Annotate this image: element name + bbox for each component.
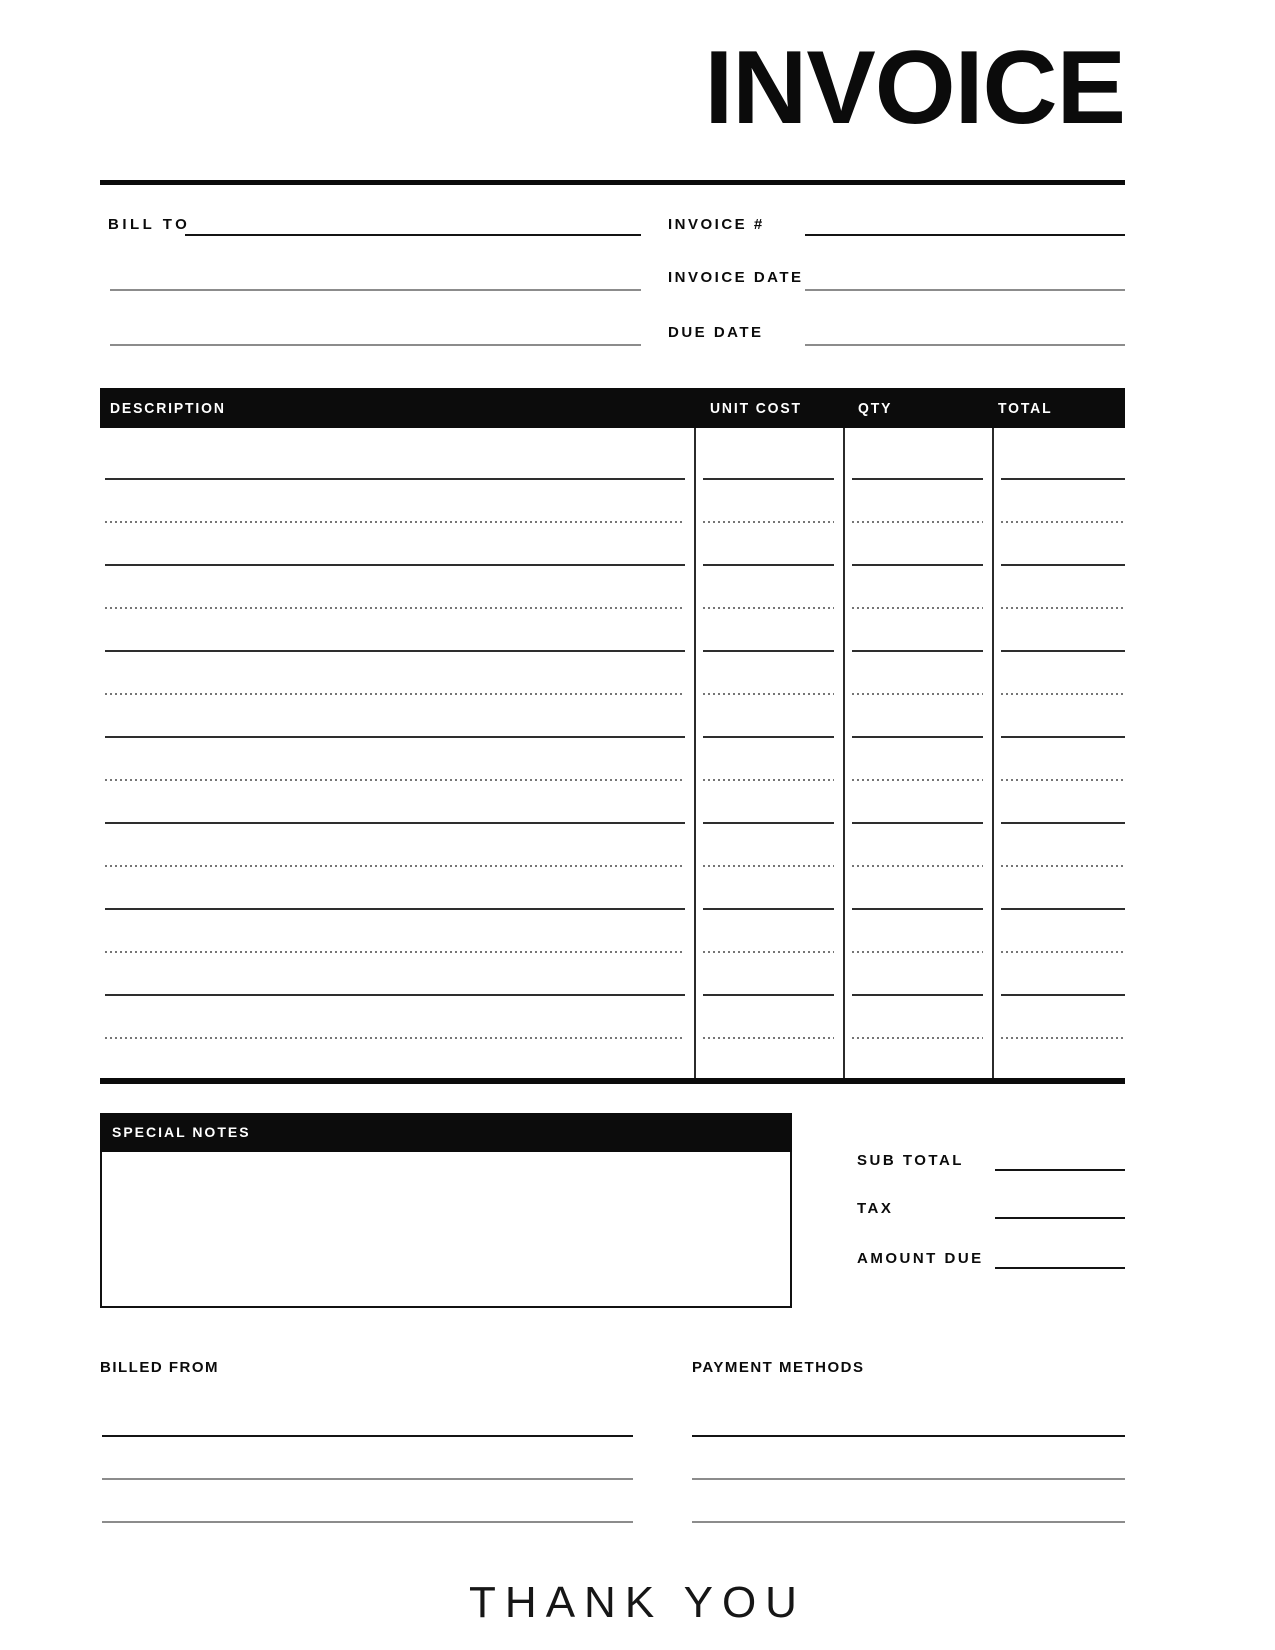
amount-due-input-line[interactable] <box>995 1267 1125 1269</box>
item-row-5-unit-cost-underline-dashed[interactable] <box>703 865 834 867</box>
item-row-2-description-underline-dashed[interactable] <box>105 607 685 609</box>
item-row-5-qty-underline[interactable] <box>852 822 983 824</box>
invoice-number-label: INVOICE # <box>668 216 765 233</box>
item-row-1-unit-cost-underline-dashed[interactable] <box>703 521 834 523</box>
item-row-1-qty-underline-dashed[interactable] <box>852 521 983 523</box>
item-row-4-unit-cost-underline-dashed[interactable] <box>703 779 834 781</box>
item-row-3-unit-cost-underline-dashed[interactable] <box>703 693 834 695</box>
sub-total-label: SUB TOTAL <box>857 1152 964 1169</box>
title-divider-rule <box>100 180 1125 185</box>
item-row-2-unit-cost-underline-dashed[interactable] <box>703 607 834 609</box>
item-row-2-qty-underline[interactable] <box>852 564 983 566</box>
billed-from-label: BILLED FROM <box>100 1359 219 1376</box>
item-row-3-qty-underline-dashed[interactable] <box>852 693 983 695</box>
billed-from-input-line-1[interactable] <box>102 1435 633 1437</box>
item-row-7-description-underline[interactable] <box>105 994 685 996</box>
item-row-1-description-underline[interactable] <box>105 478 685 480</box>
item-row-3-description-underline-dashed[interactable] <box>105 693 685 695</box>
special-notes-header <box>100 1113 792 1152</box>
item-row-7-total-underline-dashed[interactable] <box>1001 1037 1125 1039</box>
column-divider-2 <box>843 428 845 1080</box>
item-row-2-total-underline-dashed[interactable] <box>1001 607 1125 609</box>
item-row-2-unit-cost-underline[interactable] <box>703 564 834 566</box>
invoice-number-input-line[interactable] <box>805 234 1125 236</box>
item-row-2-qty-underline-dashed[interactable] <box>852 607 983 609</box>
items-table-body <box>100 428 1125 1080</box>
item-row-6-qty-underline-dashed[interactable] <box>852 951 983 953</box>
item-row-7-description-underline-dashed[interactable] <box>105 1037 685 1039</box>
item-row-6-description-underline[interactable] <box>105 908 685 910</box>
payment-methods-input-line-3[interactable] <box>692 1521 1125 1523</box>
item-row-4-unit-cost-underline[interactable] <box>703 736 834 738</box>
payment-methods-label: PAYMENT METHODS <box>692 1359 865 1376</box>
item-row-6-unit-cost-underline-dashed[interactable] <box>703 951 834 953</box>
item-row-7-unit-cost-underline-dashed[interactable] <box>703 1037 834 1039</box>
item-row-4-total-underline-dashed[interactable] <box>1001 779 1125 781</box>
item-row-7-unit-cost-underline[interactable] <box>703 994 834 996</box>
payment-methods-input-line-1[interactable] <box>692 1435 1125 1437</box>
sub-total-input-line[interactable] <box>995 1169 1125 1171</box>
item-row-7-total-underline[interactable] <box>1001 994 1125 996</box>
item-row-2-total-underline[interactable] <box>1001 564 1125 566</box>
item-row-5-unit-cost-underline[interactable] <box>703 822 834 824</box>
due-date-input-line[interactable] <box>805 344 1125 346</box>
column-header-unit-cost: UNIT COST <box>710 400 802 417</box>
billed-from-input-line-3[interactable] <box>102 1521 633 1523</box>
item-row-1-unit-cost-underline[interactable] <box>703 478 834 480</box>
item-row-3-total-underline[interactable] <box>1001 650 1125 652</box>
item-row-2-description-underline[interactable] <box>105 564 685 566</box>
due-date-label: DUE DATE <box>668 324 764 341</box>
thank-you-text: THANK YOU <box>469 1578 806 1627</box>
item-row-5-total-underline[interactable] <box>1001 822 1125 824</box>
item-row-5-qty-underline-dashed[interactable] <box>852 865 983 867</box>
billed-from-input-line-2[interactable] <box>102 1478 633 1480</box>
items-table-bottom-rule <box>100 1078 1125 1084</box>
tax-label: TAX <box>857 1200 894 1217</box>
item-row-5-total-underline-dashed[interactable] <box>1001 865 1125 867</box>
column-header-qty: QTY <box>858 400 893 417</box>
page-title: INVOICE <box>704 30 1125 146</box>
item-row-3-description-underline[interactable] <box>105 650 685 652</box>
item-row-6-description-underline-dashed[interactable] <box>105 951 685 953</box>
special-notes-label: SPECIAL NOTES <box>112 1124 251 1140</box>
invoice-date-label: INVOICE DATE <box>668 269 804 286</box>
item-row-1-total-underline-dashed[interactable] <box>1001 521 1125 523</box>
column-header-total: TOTAL <box>998 400 1053 417</box>
item-row-1-total-underline[interactable] <box>1001 478 1125 480</box>
item-row-6-total-underline[interactable] <box>1001 908 1125 910</box>
item-row-5-description-underline-dashed[interactable] <box>105 865 685 867</box>
amount-due-label: AMOUNT DUE <box>857 1250 984 1267</box>
bill-to-input-line-2[interactable] <box>110 289 641 291</box>
items-table-header <box>100 388 1125 428</box>
payment-methods-input-line-2[interactable] <box>692 1478 1125 1480</box>
special-notes-input-area[interactable] <box>104 1154 788 1304</box>
item-row-5-description-underline[interactable] <box>105 822 685 824</box>
item-row-7-qty-underline-dashed[interactable] <box>852 1037 983 1039</box>
item-row-3-unit-cost-underline[interactable] <box>703 650 834 652</box>
item-row-6-unit-cost-underline[interactable] <box>703 908 834 910</box>
item-row-3-total-underline-dashed[interactable] <box>1001 693 1125 695</box>
invoice-date-input-line[interactable] <box>805 289 1125 291</box>
item-row-7-qty-underline[interactable] <box>852 994 983 996</box>
item-row-1-qty-underline[interactable] <box>852 478 983 480</box>
item-row-6-total-underline-dashed[interactable] <box>1001 951 1125 953</box>
bill-to-input-line-3[interactable] <box>110 344 641 346</box>
item-row-1-description-underline-dashed[interactable] <box>105 521 685 523</box>
column-divider-1 <box>694 428 696 1080</box>
item-row-4-description-underline-dashed[interactable] <box>105 779 685 781</box>
bill-to-input-line-1[interactable] <box>185 234 641 236</box>
item-row-6-qty-underline[interactable] <box>852 908 983 910</box>
special-notes-box <box>100 1113 792 1308</box>
column-header-description: DESCRIPTION <box>110 400 226 417</box>
tax-input-line[interactable] <box>995 1217 1125 1219</box>
item-row-3-qty-underline[interactable] <box>852 650 983 652</box>
item-row-4-description-underline[interactable] <box>105 736 685 738</box>
item-row-4-total-underline[interactable] <box>1001 736 1125 738</box>
item-row-4-qty-underline-dashed[interactable] <box>852 779 983 781</box>
bill-to-label: BILL TO <box>108 216 191 233</box>
column-divider-3 <box>992 428 994 1080</box>
item-row-4-qty-underline[interactable] <box>852 736 983 738</box>
